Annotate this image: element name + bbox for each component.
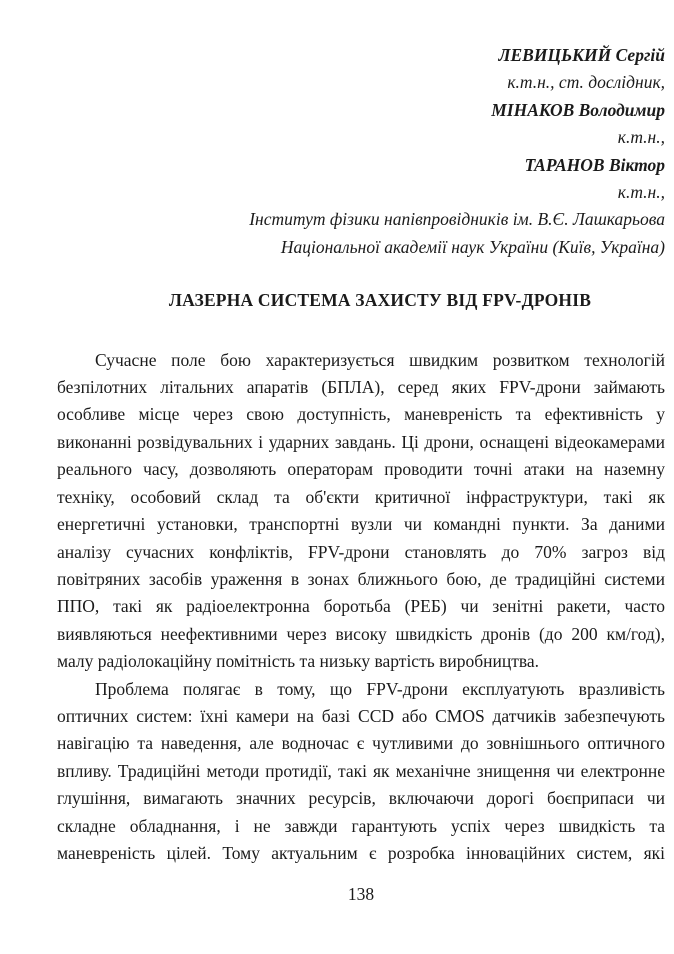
body-paragraph: Сучасне поле бою характеризується швидким розвитком технологій безпілотних літальних апаратів (БПЛА), серед яких FPV-дрони займають особливе місце через свою доступність, маневреність та ефективність у виконанні розвідувальних і ударних завдань. Ці дрони, оснащені відеокамерами реального часу, дозволяють операторам проводити точні атаки на наземну техніку, особовий склад та об'єкти критичної інфраструктури, такі як енергетичні установки, транспортні вузли чи командні пункти. За даними аналізу сучасних конфліктів, FPV-дрони становлять до 70% загроз від повітряних засобів ураження в зонах ближнього бою, де традиційні системи ППО, такі як радіоелектронна боротьба (РЕБ) чи зенітні ракети, часто виявляються неефективними через високу швидкість дронів (до 200 км/год), малу радіолокаційну помітність та низьку вартість виробництва. xyxy=(57,349,665,672)
author-degree: к.т.н., xyxy=(617,127,665,148)
page-number: 138 xyxy=(347,884,375,904)
author-block xyxy=(57,42,665,206)
affiliation-block xyxy=(57,206,665,261)
body-paragraph: Проблема полягає в тому, що FPV-дрони експлуатують вразливість оптичних систем: їхні камери на базі CCD або CMOS датчиків забезпечують навігацію та наведення, але водночас є чутливими до зовнішнього оптичного впливу. Традиційні методи протидії, такі як механічне знищення чи електронне глушіння, вимагають значних ресурсів, включаючи дорогі боєприпаси чи складне обладнання, і не завжди гарантують успіх через швидкість та маневреність цілей. Тому актуальним є розробка інноваційних систем, які xyxy=(57,678,665,863)
author-name: ЛЕВИЦЬКИЙ Сергій xyxy=(498,45,665,65)
page-content xyxy=(57,42,665,867)
author-name: ТАРАНОВ Віктор xyxy=(524,154,665,175)
author-name: МІНАКОВ Володимир xyxy=(491,99,665,120)
author-degree: к.т.н., ст. дослідник, xyxy=(507,72,665,93)
author-degree: к.т.н., xyxy=(617,182,665,203)
article-title: ЛАЗЕРНА СИСТЕМА ЗАХИСТУ ВІД FPV-ДРОНІВ xyxy=(168,290,592,311)
affiliation-line: Національної академії наук України (Київ, Україна) xyxy=(280,236,665,257)
affiliation-line: Інститут фізики напівпровідників ім. В.Є. Лашкарьова xyxy=(249,209,665,230)
